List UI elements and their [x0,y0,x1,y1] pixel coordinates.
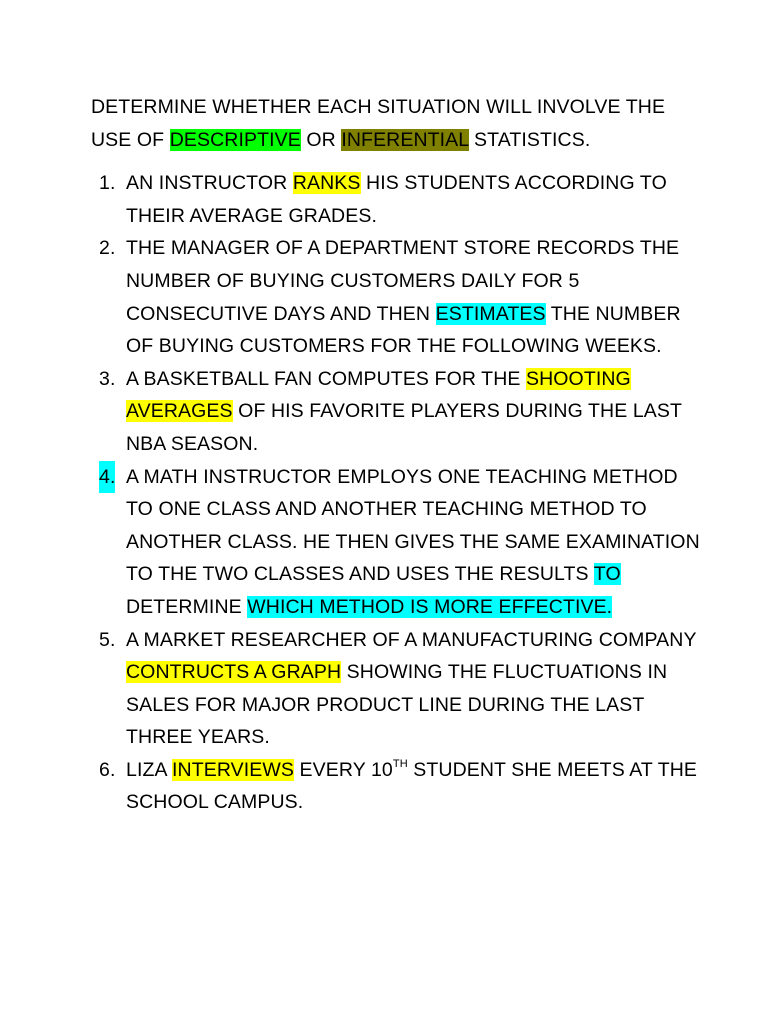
item-number: 4. [99,461,115,494]
item-number: 3. [99,367,116,390]
item-text: A MATH INSTRUCTOR EMPLOYS ONE TEACHING METHOD TO ONE CLASS AND ANOTHER TEACHING METHOD TO ANOTHER CLASS. HE THEN GIVES THE SAME EXAMINATION TO THE TWO CLASSES AND USES THE RESULTS [126,465,700,586]
list-item [81,461,701,624]
highlight-inferential: INFERENTIAL [341,128,469,151]
highlight-descriptive: DESCRIPTIVE [169,128,301,151]
list-item [81,232,701,362]
highlight-cyan: TO [593,563,621,586]
item-text: THE MANAGER OF A DEPARTMENT STORE RECORDS THE NUMBER OF BUYING CUSTOMERS DAILY FOR 5 CONSECUTIVE DAYS AND THEN [126,237,680,325]
item-number: 6. [99,758,116,781]
item-text: A MARKET RESEARCHER OF A MANUFACTURING COMPANY [126,628,697,651]
highlight-cyan: ESTIMATES [435,302,546,325]
intro-text-or: OR [300,128,342,151]
item-number: 5. [99,628,116,651]
item-number: 1. [99,172,116,195]
list-item [81,363,701,461]
item-text: HIS STUDENTS ACCORDING TO THEIR AVERAGE GRADES. [126,172,667,227]
item-text: SHOWING THE FLUCTUATIONS IN SALES FOR MAJOR PRODUCT LINE DURING THE LAST THREE YEARS. [126,661,668,749]
item-text: AN INSTRUCTOR [126,172,293,195]
item-text: LIZA [126,758,173,781]
list-item [81,624,701,754]
list-item [81,167,701,232]
item-text: STUDENT SHE MEETS AT THE SCHOOL CAMPUS. [126,758,698,814]
highlight-yellow: INTERVIEWS [172,758,295,781]
item-text: A BASKETBALL FAN COMPUTES FOR THE [126,367,526,390]
list-item [81,754,701,819]
highlight-yellow: SHOOTING AVERAGES [126,367,631,423]
intro-text-end: STATISTICS. [468,128,591,151]
situations-list [91,167,708,819]
highlight-yellow: RANKS [292,172,361,195]
superscript: TH [392,757,408,770]
instructions-paragraph [91,91,708,156]
highlight-cyan: WHICH METHOD IS MORE EFFECTIVE. [247,595,613,618]
item-text: OF HIS FAVORITE PLAYERS DURING THE LAST NBA SEASON. [126,400,682,455]
intro-text: DETERMINE WHETHER EACH SITUATION WILL INVOLVE THE USE OF [91,96,666,151]
highlight-yellow: CONTRUCTS A GRAPH [126,661,342,684]
item-text: EVERY 10 [294,758,393,781]
item-number: 2. [99,237,116,260]
item-text: THE NUMBER OF BUYING CUSTOMERS FOR THE FOLLOWING WEEKS. [126,302,681,358]
item-text: DETERMINE [126,595,248,618]
